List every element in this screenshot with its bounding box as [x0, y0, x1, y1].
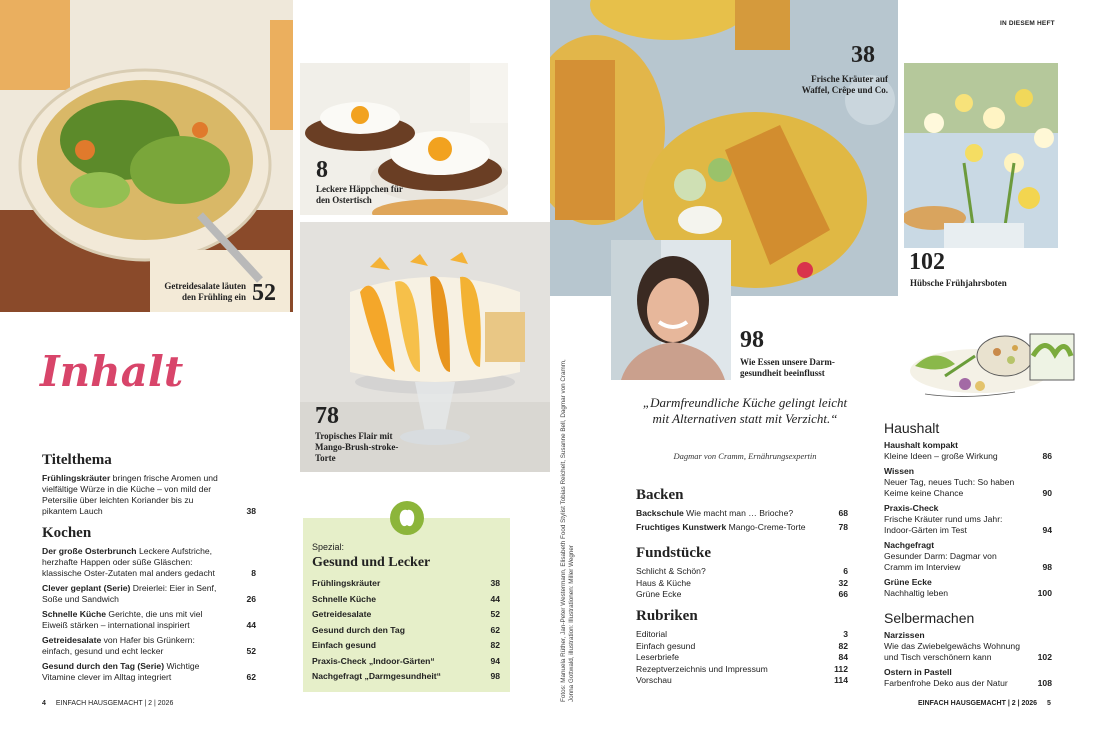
entry-text: Wichtige Vitamine clever im Alltag integriert [42, 661, 200, 682]
cake-caption: Tropisches Flair mit Mango-Brush-stroke-Torte [315, 431, 399, 463]
entry-page: 98 [1042, 562, 1052, 572]
toc-entry[interactable] [884, 630, 1052, 663]
toc-entry[interactable] [42, 546, 256, 579]
photo-grain-salad [0, 0, 293, 312]
entry-text: Einfach gesund [636, 640, 696, 651]
toc-entry[interactable] [42, 473, 256, 517]
entry-text: Editorial [636, 629, 668, 639]
toc-entry[interactable] [42, 661, 256, 683]
toc-entry[interactable] [636, 566, 848, 578]
entry-title: Ostern in Pastell [884, 667, 952, 677]
kochen-section [42, 525, 256, 684]
toc-entry[interactable] [42, 635, 256, 657]
flowers-page-number: 102 [909, 249, 945, 275]
entry-page: 68 [838, 508, 848, 518]
toc-entry[interactable] [884, 540, 1052, 573]
spezial-item-page: 38 [490, 578, 500, 588]
footer-right-page: 5 [1047, 700, 1051, 707]
photo-credits: Fotos: Manuela Rüther, Jan-Peter Westermann, Elisabeth Food Stylist Tobias Reichelt, Susanne Bell, Dagmar von Cramm, Jonna Gottwald, illustration: Illustrationen: Miller Wegner [560, 359, 575, 702]
entry-page: 78 [838, 521, 848, 532]
toc-entry[interactable] [884, 577, 1052, 599]
footer-left-label: EINFACH HAUSGEMACHT | 2 | 2026 [55, 700, 174, 707]
entry-page: 6 [843, 566, 848, 576]
backen-heading: Backen [636, 487, 684, 503]
apple-icon [389, 496, 425, 541]
spezial-item-label: Schnelle Küche [312, 593, 376, 604]
entry-text: bringen frische Aromen und vielfältige Würze in die Küche – von mild der Petersilie über leichten Koriander bis zu pikantem Lauch [42, 473, 218, 516]
spezial-heading: Gesund und Lecker [312, 555, 431, 570]
entry-text: Gerichte, die uns mit viel Eiweiß stärken – international inspiriert [42, 609, 203, 630]
portrait-page-number: 98 [740, 327, 764, 353]
header-right: IN DIESEM HEFT [1000, 20, 1055, 27]
entry-text: Rezeptverzeichnis und Impressum [636, 663, 768, 674]
entry-title: Grüne Ecke [884, 577, 932, 587]
entry-page: 66 [838, 589, 848, 599]
toc-entry[interactable] [884, 503, 1052, 536]
entry-text: Leckere Aufstriche, herzhafte Happen oder süße Gläschen: klassische Oster-Zutaten mal anders gedacht [42, 546, 215, 578]
entry-text: Kleine Ideen – große Wirkung [884, 451, 998, 461]
salad-page-number: 52 [252, 280, 276, 306]
quote-text: „Darmfreundliche Küche gelingt leicht mit Alternativen statt mit Verzicht.“ [642, 395, 848, 426]
spezial-item[interactable] [312, 656, 500, 668]
entry-page: 8 [251, 568, 256, 578]
entry-text: Vorschau [636, 675, 672, 685]
titelthema-heading: Titelthema [42, 452, 112, 468]
spezial-item-page: 98 [490, 671, 500, 681]
fundstuecke-heading: Fundstücke [636, 545, 712, 561]
entry-text: von Hafer bis Grünkern: einfach, gesund und echt lecker [42, 635, 195, 656]
toc-entry[interactable] [636, 589, 848, 601]
entry-title: Frühlingskräuter [42, 473, 111, 483]
page-title: Inhalt [40, 347, 184, 396]
entry-page: 52 [246, 646, 256, 656]
entry-text: Schlicht & Schön? [636, 566, 706, 576]
footer-right [918, 700, 1051, 707]
entry-text: Neuer Tag, neues Tuch: So haben Keime keine Chance [884, 477, 1015, 498]
spezial-box [303, 518, 510, 692]
rubriken-section [636, 608, 848, 687]
spezial-item-page: 94 [490, 655, 500, 666]
entry-page: 62 [246, 672, 256, 682]
salad-caption: Getreidesalate läuten den Frühling ein [164, 281, 246, 302]
footer-left [42, 700, 173, 707]
entry-page: 38 [246, 506, 256, 516]
spezial-item-label: Einfach gesund [312, 640, 376, 650]
entry-page: 102 [1037, 652, 1052, 662]
entry-page: 84 [838, 652, 848, 662]
entry-text: Haus & Küche [636, 577, 691, 588]
entry-title: Narzissen [884, 630, 925, 640]
entry-page: 86 [1042, 451, 1052, 461]
entry-page: 94 [1042, 525, 1052, 535]
spezial-item[interactable] [312, 625, 500, 637]
toc-entry[interactable] [636, 675, 848, 687]
photo-daffodils [904, 63, 1058, 248]
toc-entry[interactable] [636, 652, 848, 664]
entry-text: Frische Kräuter rund ums Jahr: Indoor-Gärten im Test [884, 514, 1003, 535]
entry-text: Farbenfrohe Deko aus der Natur [884, 678, 1008, 688]
entry-page: 3 [843, 629, 848, 639]
entry-page: 26 [246, 594, 256, 604]
entry-page: 82 [838, 640, 848, 651]
spezial-item-page: 62 [490, 624, 500, 635]
photo-portrait [611, 240, 731, 380]
haushalt-section [884, 420, 1052, 600]
flowers-caption: Hübsche Frühjahrsboten [910, 278, 1007, 288]
entry-title: Fruchtiges Kunstwerk [636, 521, 727, 532]
kochen-heading: Kochen [42, 525, 92, 541]
spezial-item-page: 44 [490, 593, 500, 604]
selbermachen-heading: Selbermachen [884, 610, 975, 626]
cake-page-number: 78 [315, 403, 339, 429]
spezial-item-page: 52 [490, 609, 500, 619]
footer-left-page: 4 [42, 700, 46, 707]
spezial-item[interactable] [312, 640, 500, 652]
spezial-item-page: 82 [490, 640, 500, 650]
spezial-item-label: Gesund durch den Tag [312, 624, 405, 635]
burger-caption: Leckere Häppchen für den Ostertisch [316, 184, 403, 205]
toc-entry[interactable] [884, 440, 1052, 462]
toc-entry[interactable] [42, 583, 256, 605]
entry-text: Leserbriefe [636, 652, 679, 662]
spezial-list [312, 578, 500, 687]
entry-text: Gesunder Darm: Dagmar von Cramm im Interview [884, 551, 997, 572]
spezial-item-label: Praxis-Check „Indoor-Gärten“ [312, 655, 435, 666]
entry-title: Gesund durch den Tag (Serie) [42, 661, 165, 671]
toc-entry[interactable] [636, 641, 848, 653]
entry-text: Wie macht man … Brioche? [683, 508, 794, 518]
haushalt-heading: Haushalt [884, 420, 940, 436]
entry-text: Grüne Ecke [636, 589, 682, 599]
salad-illustration [0, 0, 293, 312]
entry-title: Nachgefragt [884, 540, 935, 550]
entry-page: 32 [838, 577, 848, 588]
toc-entry[interactable] [884, 667, 1052, 689]
burger-page-number: 8 [316, 157, 328, 183]
entry-page: 44 [246, 620, 256, 630]
backen-section [636, 487, 848, 533]
entry-text: Wie das Zwiebelgewächs Wohnung und Tisch verschönern kann [884, 641, 1020, 662]
spezial-item[interactable] [312, 609, 500, 621]
toc-entry[interactable] [884, 466, 1052, 499]
fundstuecke-section [636, 545, 848, 601]
spezial-item-label: Getreidesalate [312, 609, 372, 619]
entry-title: Wissen [884, 466, 915, 476]
spezial-item-label: Nachgefragt „Darmgesundheit“ [312, 671, 441, 681]
entry-page: 100 [1037, 588, 1052, 598]
waffle-page-number: 38 [851, 42, 875, 68]
entry-title: Haushalt kompakt [884, 440, 959, 450]
toc-entry[interactable] [636, 629, 848, 641]
selbermachen-section [884, 610, 1052, 690]
toc-entry[interactable] [42, 609, 256, 631]
herb-illustration [905, 316, 1080, 406]
entry-text: Nachhaltig leben [884, 588, 949, 598]
entry-title: Getreidesalate [42, 635, 102, 645]
spezial-item[interactable] [312, 594, 500, 606]
entry-text: Mango-Creme-Torte [726, 521, 806, 532]
titelthema-section [42, 452, 256, 518]
toc-entry[interactable] [636, 664, 848, 676]
portrait-caption: Wie Essen unsere Darm-gesundheit beeinflusst [740, 357, 835, 378]
entry-title: Schnelle Küche [42, 609, 106, 619]
entry-page: 108 [1037, 678, 1052, 688]
entry-page: 112 [834, 663, 848, 674]
entry-title: Backschule [636, 508, 684, 518]
toc-entry[interactable] [636, 508, 848, 520]
entry-title: Der große Osterbrunch [42, 546, 137, 556]
spezial-item[interactable] [312, 578, 500, 590]
entry-title: Praxis-Check [884, 503, 939, 513]
spezial-item[interactable] [312, 671, 500, 683]
footer-right-label: EINFACH HAUSGEMACHT | 2 | 2026 [918, 700, 1038, 707]
entry-text: Dreierlei: Eier in Senf, Soße und Sandwich [42, 583, 217, 604]
entry-page: 114 [834, 675, 848, 685]
toc-entry[interactable] [636, 578, 848, 590]
quote-author: Dagmar von Cramm, Ernährungsexpertin [673, 451, 817, 461]
entry-page: 90 [1042, 488, 1052, 498]
spezial-item-label: Frühlingskräuter [312, 578, 381, 588]
rubriken-heading: Rubriken [636, 608, 698, 624]
entry-title: Clever geplant (Serie) [42, 583, 131, 593]
waffle-caption: Frische Kräuter auf Waffel, Crêpe und Co. [801, 74, 888, 95]
spezial-label: Spezial: [312, 542, 345, 552]
toc-entry[interactable] [636, 522, 848, 534]
